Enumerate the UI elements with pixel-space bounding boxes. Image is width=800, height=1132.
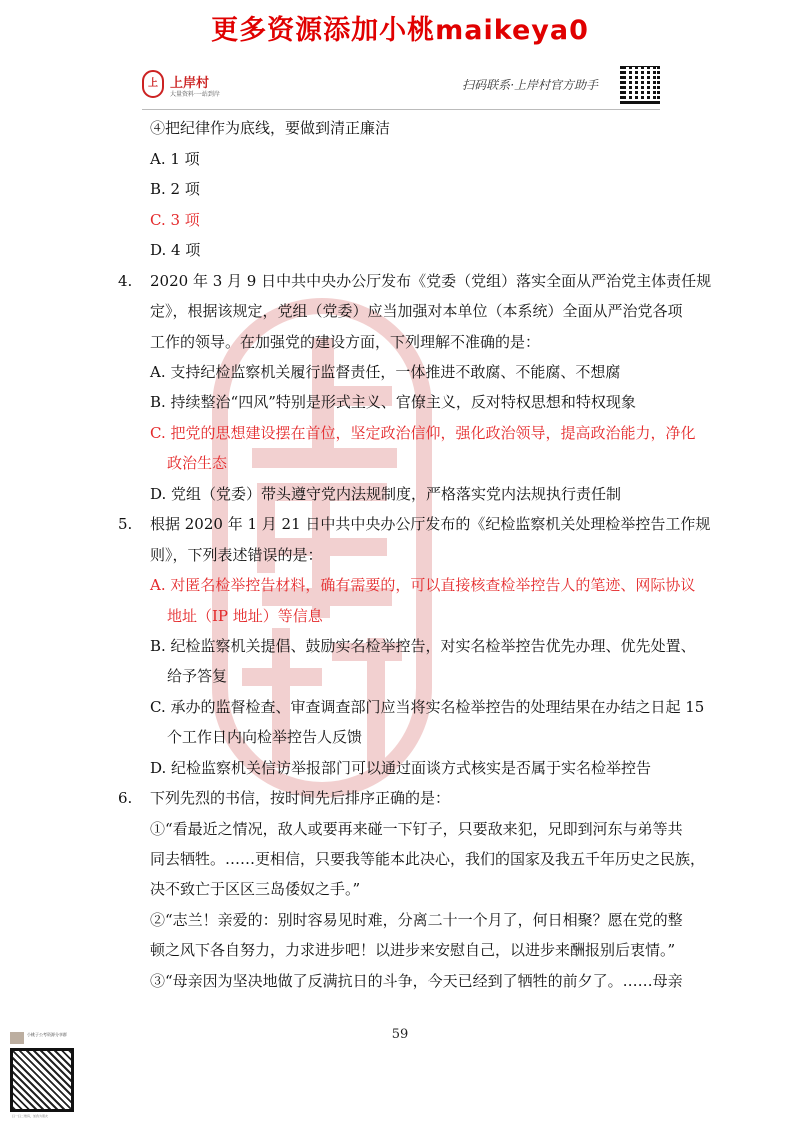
question-number: 4. <box>118 272 133 290</box>
option-a-answer-cont: 地址（IP 地址）等信息 <box>167 607 323 625</box>
avatar <box>10 1032 24 1044</box>
qr-code-icon <box>620 64 660 104</box>
corner-qr-card <box>10 1032 76 1120</box>
option-c-answer: C. 把党的思想建设摆在首位，坚定政治信仰，强化政治领导，提高政治能力，净化 <box>150 424 696 442</box>
option-b: B. 纪检监察机关提倡、鼓励实名检举控告，对实名检举控告优先办理、优先处置、 <box>150 637 696 655</box>
qr-card-title: 小桃子公考资源分享群 <box>27 1032 67 1037</box>
option-c: C. 承办的监督检查、审查调查部门应当将实名检举控告的处理结果在办结之日起 15 <box>150 698 705 716</box>
question-text: 定》，根据该规定，党组（党委）应当加强对本单位（本系统）全面从严治党各项 <box>150 302 683 320</box>
option-c-cont: 个工作日内向检举控告人反馈 <box>167 728 363 746</box>
option-c-answer: C. 3 项 <box>150 211 200 229</box>
option-b: B. 2 项 <box>150 180 200 198</box>
question-text: 根据 2020 年 1 月 21 日中共中央办公厅发布的《纪检监察机关处理检举控告工作规 <box>150 515 711 533</box>
option-c-answer-cont: 政治生态 <box>167 454 228 472</box>
question-number: 5. <box>118 515 133 533</box>
question-text: 工作的领导。在加强党的建设方面，下列理解不准确的是： <box>150 333 541 351</box>
page-number: 59 <box>391 1027 409 1042</box>
logo-tagline: 大量资料·一站到岸 <box>170 91 220 98</box>
qr-code-icon <box>10 1048 74 1112</box>
letter-quote: ②“志兰！亲爱的：别时容易见时难，分离二十一个月了，何日相聚？愿在党的整 <box>150 911 683 929</box>
question-number: 6. <box>118 789 133 807</box>
header-contact-text: 扫码联系·上岸村官方助手 <box>462 78 598 92</box>
question-text: 则》，下列表述错误的是： <box>150 546 323 564</box>
qr-card-caption: 扫一扫二维码，加我为朋友 <box>12 1114 49 1118</box>
option-d: D. 纪检监察机关信访举报部门可以通过面谈方式核实是否属于实名检举控告 <box>150 759 652 777</box>
option-b-cont: 给予答复 <box>167 667 228 685</box>
question-text: 下列先烈的书信，按时间先后排序正确的是： <box>150 789 451 807</box>
option-d: D. 4 项 <box>150 241 201 259</box>
letter-quote: 顿之风下各自努力，力求进步吧！以进步来安慰自己，以进步来酬报别后衷情。” <box>150 941 676 959</box>
letter-quote: ①“看最近之情况，敌人或要再来碰一下钉子，只要敌来犯，兄即到河东与弟等共 <box>150 820 683 838</box>
header-divider <box>142 109 660 110</box>
page-header <box>142 62 660 110</box>
option-line: ④把纪律作为底线，要做到清正廉洁 <box>150 119 391 137</box>
question-text: 2020 年 3 月 9 日中共中央办公厅发布《党委（党组）落实全面从严治党主体责任规 <box>150 272 712 290</box>
option-a: A. 支持纪检监察机关履行监督责任，一体推进不敢腐、不能腐、不想腐 <box>150 363 621 381</box>
logo-seal-icon: 上 <box>142 70 164 98</box>
option-b: B. 持续整治“四风”特别是形式主义、官僚主义，反对特权思想和特权现象 <box>150 393 636 411</box>
logo-name: 上岸村 <box>170 76 210 91</box>
letter-quote: 同去牺牲。……更相信，只要我等能本此决心，我们的国家及我五千年历史之民族， <box>150 850 706 868</box>
option-d: D. 党组（党委）带头遵守党内法规制度，严格落实党内法规执行责任制 <box>150 485 622 503</box>
promo-banner: 更多资源添加小桃maikeya0 <box>211 15 589 46</box>
option-a-answer: A. 对匿名检举控告材料，确有需要的，可以直接核查检举控告人的笔迹、网际协议 <box>150 576 696 594</box>
letter-quote: 决不致亡于区区三岛倭奴之手。” <box>150 880 361 898</box>
letter-quote: ③“母亲因为坚决地做了反满抗日的斗争，今天已经到了牺牲的前夕了。……母亲 <box>150 972 683 990</box>
option-a: A. 1 项 <box>150 150 200 168</box>
